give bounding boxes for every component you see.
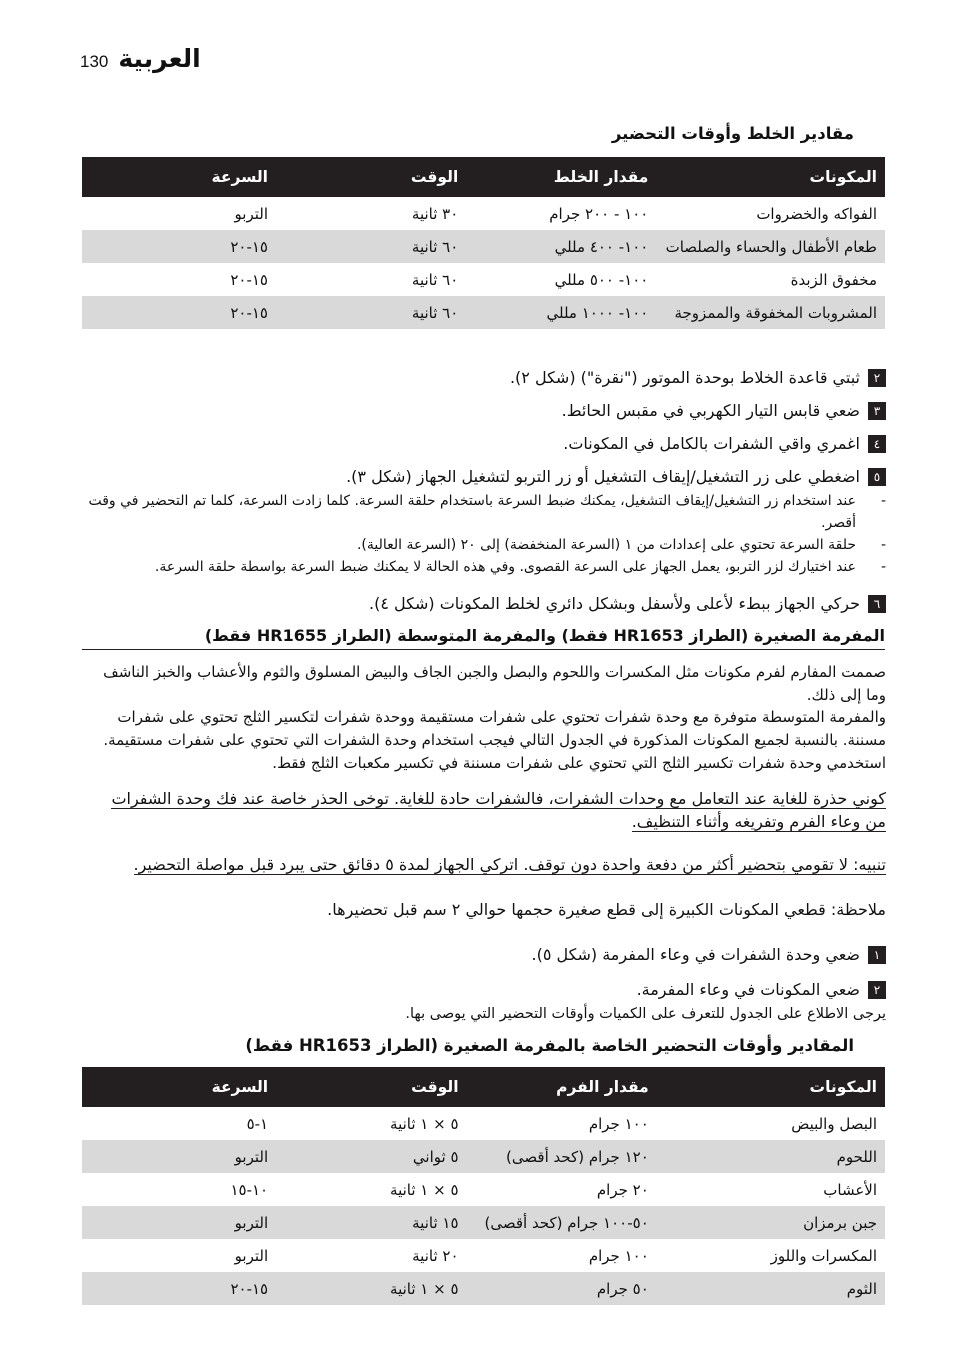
table-cell: التربو <box>234 1246 269 1265</box>
table-cell: جبن برمزان <box>803 1213 877 1232</box>
chopping-table-title: المقادير وأوقات التحضير الخاصة بالمفرمة الصغيرة (الطراز HR1653 فقط) <box>245 1036 854 1055</box>
column-header: الوقت <box>411 1078 459 1096</box>
list-item: - عند استخدام زر التشغيل/إيقاف التشغيل، يمكنك ضبط السرعة باستخدام حلقة السرعة. كلما زادت السرعة، كلما تم التحضير في وقت أقصر. <box>86 490 886 534</box>
step-6 <box>86 594 886 613</box>
table-row <box>82 296 885 329</box>
table-row <box>82 1239 885 1272</box>
table-row <box>82 197 885 230</box>
list-item: - حلقة السرعة تحتوي على إعدادات من ١ (السرعة المنخفضة) إلى ٢٠ (السرعة العالية). <box>86 534 886 556</box>
chopper-heading: المفرمة الصغيرة (الطراز HR1653 فقط) والمفرمة المتوسطة (الطراز HR1655 فقط) <box>82 626 885 650</box>
chopping-table <box>82 1067 885 1305</box>
column-header: السرعة <box>211 1078 269 1096</box>
table-cell: ١٢٠ جرام (كحد أقصى) <box>506 1147 649 1166</box>
table-cell: ١٥-٢٠ <box>230 1279 269 1298</box>
blending-table <box>82 157 885 329</box>
step-number: ١ <box>868 946 886 964</box>
table-cell: ٥ × ١ ثانية <box>390 1279 459 1298</box>
table-cell: التربو <box>234 1213 269 1232</box>
chopper-paragraph-1: صممت المفارم لفرم مكونات مثل المكسرات واللحوم والبصل والجبن الجاف والبيض المسلوق والثوم والأعشاب والخبز الناشف وما إلى ذلك. <box>103 663 886 704</box>
table-cell: ٥ × ١ ثانية <box>390 1114 459 1133</box>
step-2 <box>86 368 886 387</box>
table-cell: طعام الأطفال والحساء والصلصات <box>665 237 877 256</box>
step-number: ٢ <box>868 981 886 999</box>
table-row <box>82 230 885 263</box>
table-cell: التربو <box>234 1147 269 1166</box>
table-cell: ٥٠ جرام <box>596 1279 649 1298</box>
step-text: ضعي وحدة الشفرات في وعاء المفرمة (شكل ٥). <box>531 945 860 964</box>
step-text: اضغطي على زر التشغيل/إيقاف التشغيل أو زر التربو لتشغيل الجهاز (شكل ٣). <box>346 467 860 486</box>
step-number: ٢ <box>868 369 886 387</box>
step-text: حركي الجهاز ببطء لأعلى ولأسفل وبشكل دائري لخلط المكونات (شكل ٤). <box>369 594 860 613</box>
table-cell: ١٠٠- ٥٠٠ مللي <box>554 270 649 289</box>
table-cell: ١-٥ <box>246 1114 269 1133</box>
step-number: ٥ <box>868 468 886 486</box>
table-row <box>82 1173 885 1206</box>
step-number: ٦ <box>868 595 886 613</box>
table-cell: المشروبات المخفوقة والممزوجة <box>674 303 877 322</box>
table-cell: ٦٠ ثانية <box>411 303 459 322</box>
table-row <box>82 263 885 296</box>
table-header-row <box>82 157 885 197</box>
step-text: ضعي المكونات في وعاء المفرمة. <box>636 980 860 999</box>
warning-text <box>94 787 886 833</box>
table-cell: ٦٠ ثانية <box>411 237 459 256</box>
table-row <box>82 1206 885 1239</box>
table-cell: ٢٠ جرام <box>596 1180 649 1199</box>
table-cell: الثوم <box>846 1279 877 1298</box>
table-row <box>82 1107 885 1140</box>
table-cell: ١٥-٢٠ <box>230 303 268 322</box>
table-row <box>82 1140 885 1173</box>
table-cell: اللحوم <box>836 1147 877 1166</box>
step-text: ضعي قابس التيار الكهربي في مقبس الحائط. <box>561 401 860 420</box>
table-cell: ١٠٠ جرام <box>588 1246 649 1265</box>
caution-text <box>94 853 886 876</box>
step-text: اغمري واقي الشفرات بالكامل في المكونات. <box>563 434 860 453</box>
table-cell: الأعشاب <box>823 1180 877 1199</box>
column-header: المكونات <box>809 168 877 186</box>
table-cell: ٥ ثواني <box>412 1147 459 1166</box>
table-cell: الفواكه والخضروات <box>756 204 877 223</box>
table-cell: التربو <box>234 204 268 223</box>
table-cell: ١٠٠ جرام <box>588 1114 649 1133</box>
step-3 <box>86 401 886 420</box>
column-header: مقدار الخلط <box>553 168 649 186</box>
table-cell: مخفوق الزبدة <box>790 270 877 289</box>
language-title: العربية <box>118 44 201 73</box>
table-cell: المكسرات واللوز <box>770 1246 877 1265</box>
blending-table-title: مقادير الخلط وأوقات التحضير <box>611 124 854 143</box>
chopper-step-1 <box>86 945 886 964</box>
refer-table-text: يرجى الاطلاع على الجدول للتعرف على الكميات وأوقات التحضير التي يوصى بها. <box>405 1006 886 1022</box>
note-text: ملاحظة: قطعي المكونات الكبيرة إلى قطع صغيرة حجمها حوالي ٢ سم قبل تحضيرها. <box>327 900 886 919</box>
table-cell: ٥٠-١٠٠ جرام (كحد أقصى) <box>484 1213 649 1232</box>
table-cell: ١٥-٢٠ <box>230 237 268 256</box>
table-cell: ١٥ ثانية <box>412 1213 459 1232</box>
step-4 <box>86 434 886 453</box>
page-number: 130 <box>80 52 109 71</box>
table-cell: ١٠٠ - ٢٠٠ جرام <box>549 204 649 223</box>
step-number: ٣ <box>868 402 886 420</box>
list-item: - عند اختيارك لزر التربو، يعمل الجهاز على السرعة القصوى. وفي هذه الحالة لا يمكنك ضبط السرعة بواسطة حلقة السرعة. <box>86 556 886 578</box>
caution-span: تنبيه: لا تقومي بتحضير أكثر من دفعة واحدة دون توقف. اتركي الجهاز لمدة ٥ دقائق حتى يبرد قبل مواصلة التحضير. <box>133 855 886 874</box>
column-header: المكونات <box>809 1078 877 1096</box>
column-header: السرعة <box>211 168 268 186</box>
table-cell: ١٠٠- ١٠٠٠ مللي <box>546 303 649 322</box>
speed-notes-list <box>86 490 886 578</box>
chopper-step-2 <box>86 980 886 999</box>
page-header <box>80 44 201 73</box>
table-cell: ٥ × ١ ثانية <box>390 1180 459 1199</box>
step-text: ثبتي قاعدة الخلاط بوحدة الموتور ("نقرة") (شكل ٢). <box>509 368 860 387</box>
table-cell: ٢٠ ثانية <box>412 1246 459 1265</box>
table-cell: ١٥-٢٠ <box>230 270 268 289</box>
table-cell: ١٠-١٥ <box>230 1180 269 1199</box>
column-header: مقدار الفرم <box>556 1078 649 1096</box>
column-header: الوقت <box>410 168 459 186</box>
step-number: ٤ <box>868 435 886 453</box>
table-header-row <box>82 1067 885 1107</box>
table-cell: ٣٠ ثانية <box>411 204 459 223</box>
warning-span: كوني حذرة للغاية عند التعامل مع وحدات الشفرات، فالشفرات حادة للغاية. توخى الحذر خاصة عند فك وحدة الشفرات من وعاء الفرم وتفريغه وأثناء التنظيف. <box>111 789 886 831</box>
step-5 <box>86 467 886 486</box>
table-cell: ٦٠ ثانية <box>411 270 459 289</box>
table-row <box>82 1272 885 1305</box>
chopper-paragraph-2: والمفرمة المتوسطة متوفرة مع وحدة شفرات تحتوي على شفرات مستقيمة ووحدة شفرات لتكسير الثلج تحتوي على شفرات مسننة. بالنسبة لجميع المكونات المذكورة في الجدول التالي فيجب استخدام وحدة الشفرات التي تحتوي على شفرات مستقيمة. استخدمي وحدة شفرات تكسير الثلج التي تحتوي على شفرات مسننة في تكسير مكعبات الثلج فقط. <box>103 708 886 772</box>
table-cell: ١٠٠- ٤٠٠ مللي <box>554 237 649 256</box>
table-cell: البصل والبيض <box>791 1114 877 1133</box>
